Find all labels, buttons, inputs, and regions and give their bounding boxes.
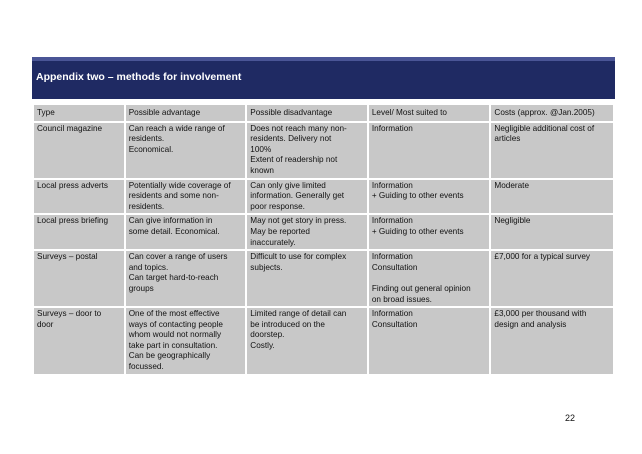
cell-disadvantage: May not get story in press. May be reported inaccurately. xyxy=(246,214,368,250)
cell-costs: Negligible additional cost of articles xyxy=(490,122,614,179)
cell-level: Information + Guiding to other events xyxy=(368,214,491,250)
header-costs: Costs (approx. @Jan.2005) xyxy=(490,104,614,122)
cell-advantage: Can reach a wide range of residents. Economical. xyxy=(125,122,247,179)
header-level: Level/ Most suited to xyxy=(368,104,491,122)
cell-advantage: Can cover a range of users and topics. Can target hard-to-reach groups xyxy=(125,250,247,307)
cell-level: Information Consultation Finding out general opinion on broad issues. xyxy=(368,250,491,307)
cell-costs: £7,000 for a typical survey xyxy=(490,250,614,307)
header-disadvantage: Possible disadvantage xyxy=(246,104,368,122)
cell-disadvantage: Can only give limited information. Generally get poor response. xyxy=(246,179,368,215)
cell-level: Information Consultation xyxy=(368,307,491,375)
section-banner xyxy=(32,57,615,99)
cell-disadvantage: Limited range of detail can be introduced on the doorstep. Costly. xyxy=(246,307,368,375)
cell-advantage: One of the most effective ways of contacting people whom would not normally take part in consultation. Can be geographically focussed. xyxy=(125,307,247,375)
cell-level: Information xyxy=(368,122,491,179)
cell-level: Information + Guiding to other events xyxy=(368,179,491,215)
header-advantage: Possible advantage xyxy=(125,104,247,122)
cell-disadvantage: Does not reach many non- residents. Delivery not 100% Extent of readership not known xyxy=(246,122,368,179)
cell-costs: £3,000 per thousand with design and analysis xyxy=(490,307,614,375)
methods-table xyxy=(32,103,615,376)
cell-advantage: Can give information in some detail. Economical. xyxy=(125,214,247,250)
table-row xyxy=(33,307,614,375)
table-row xyxy=(33,214,614,250)
cell-type: Surveys – door to door xyxy=(33,307,125,375)
section-title: Appendix two – methods for involvement xyxy=(36,71,242,83)
cell-advantage: Potentially wide coverage of residents and some non- residents. xyxy=(125,179,247,215)
cell-type: Local press briefing xyxy=(33,214,125,250)
cell-type: Local press adverts xyxy=(33,179,125,215)
cell-type: Surveys – postal xyxy=(33,250,125,307)
table-row xyxy=(33,250,614,307)
cell-disadvantage: Difficult to use for complex subjects. xyxy=(246,250,368,307)
table-row xyxy=(33,122,614,179)
page-number: 22 xyxy=(565,413,576,423)
table-header-row xyxy=(33,104,614,122)
table-row xyxy=(33,179,614,215)
cell-costs: Moderate xyxy=(490,179,614,215)
cell-type: Council magazine xyxy=(33,122,125,179)
cell-costs: Negligible xyxy=(490,214,614,250)
header-type: Type xyxy=(33,104,125,122)
